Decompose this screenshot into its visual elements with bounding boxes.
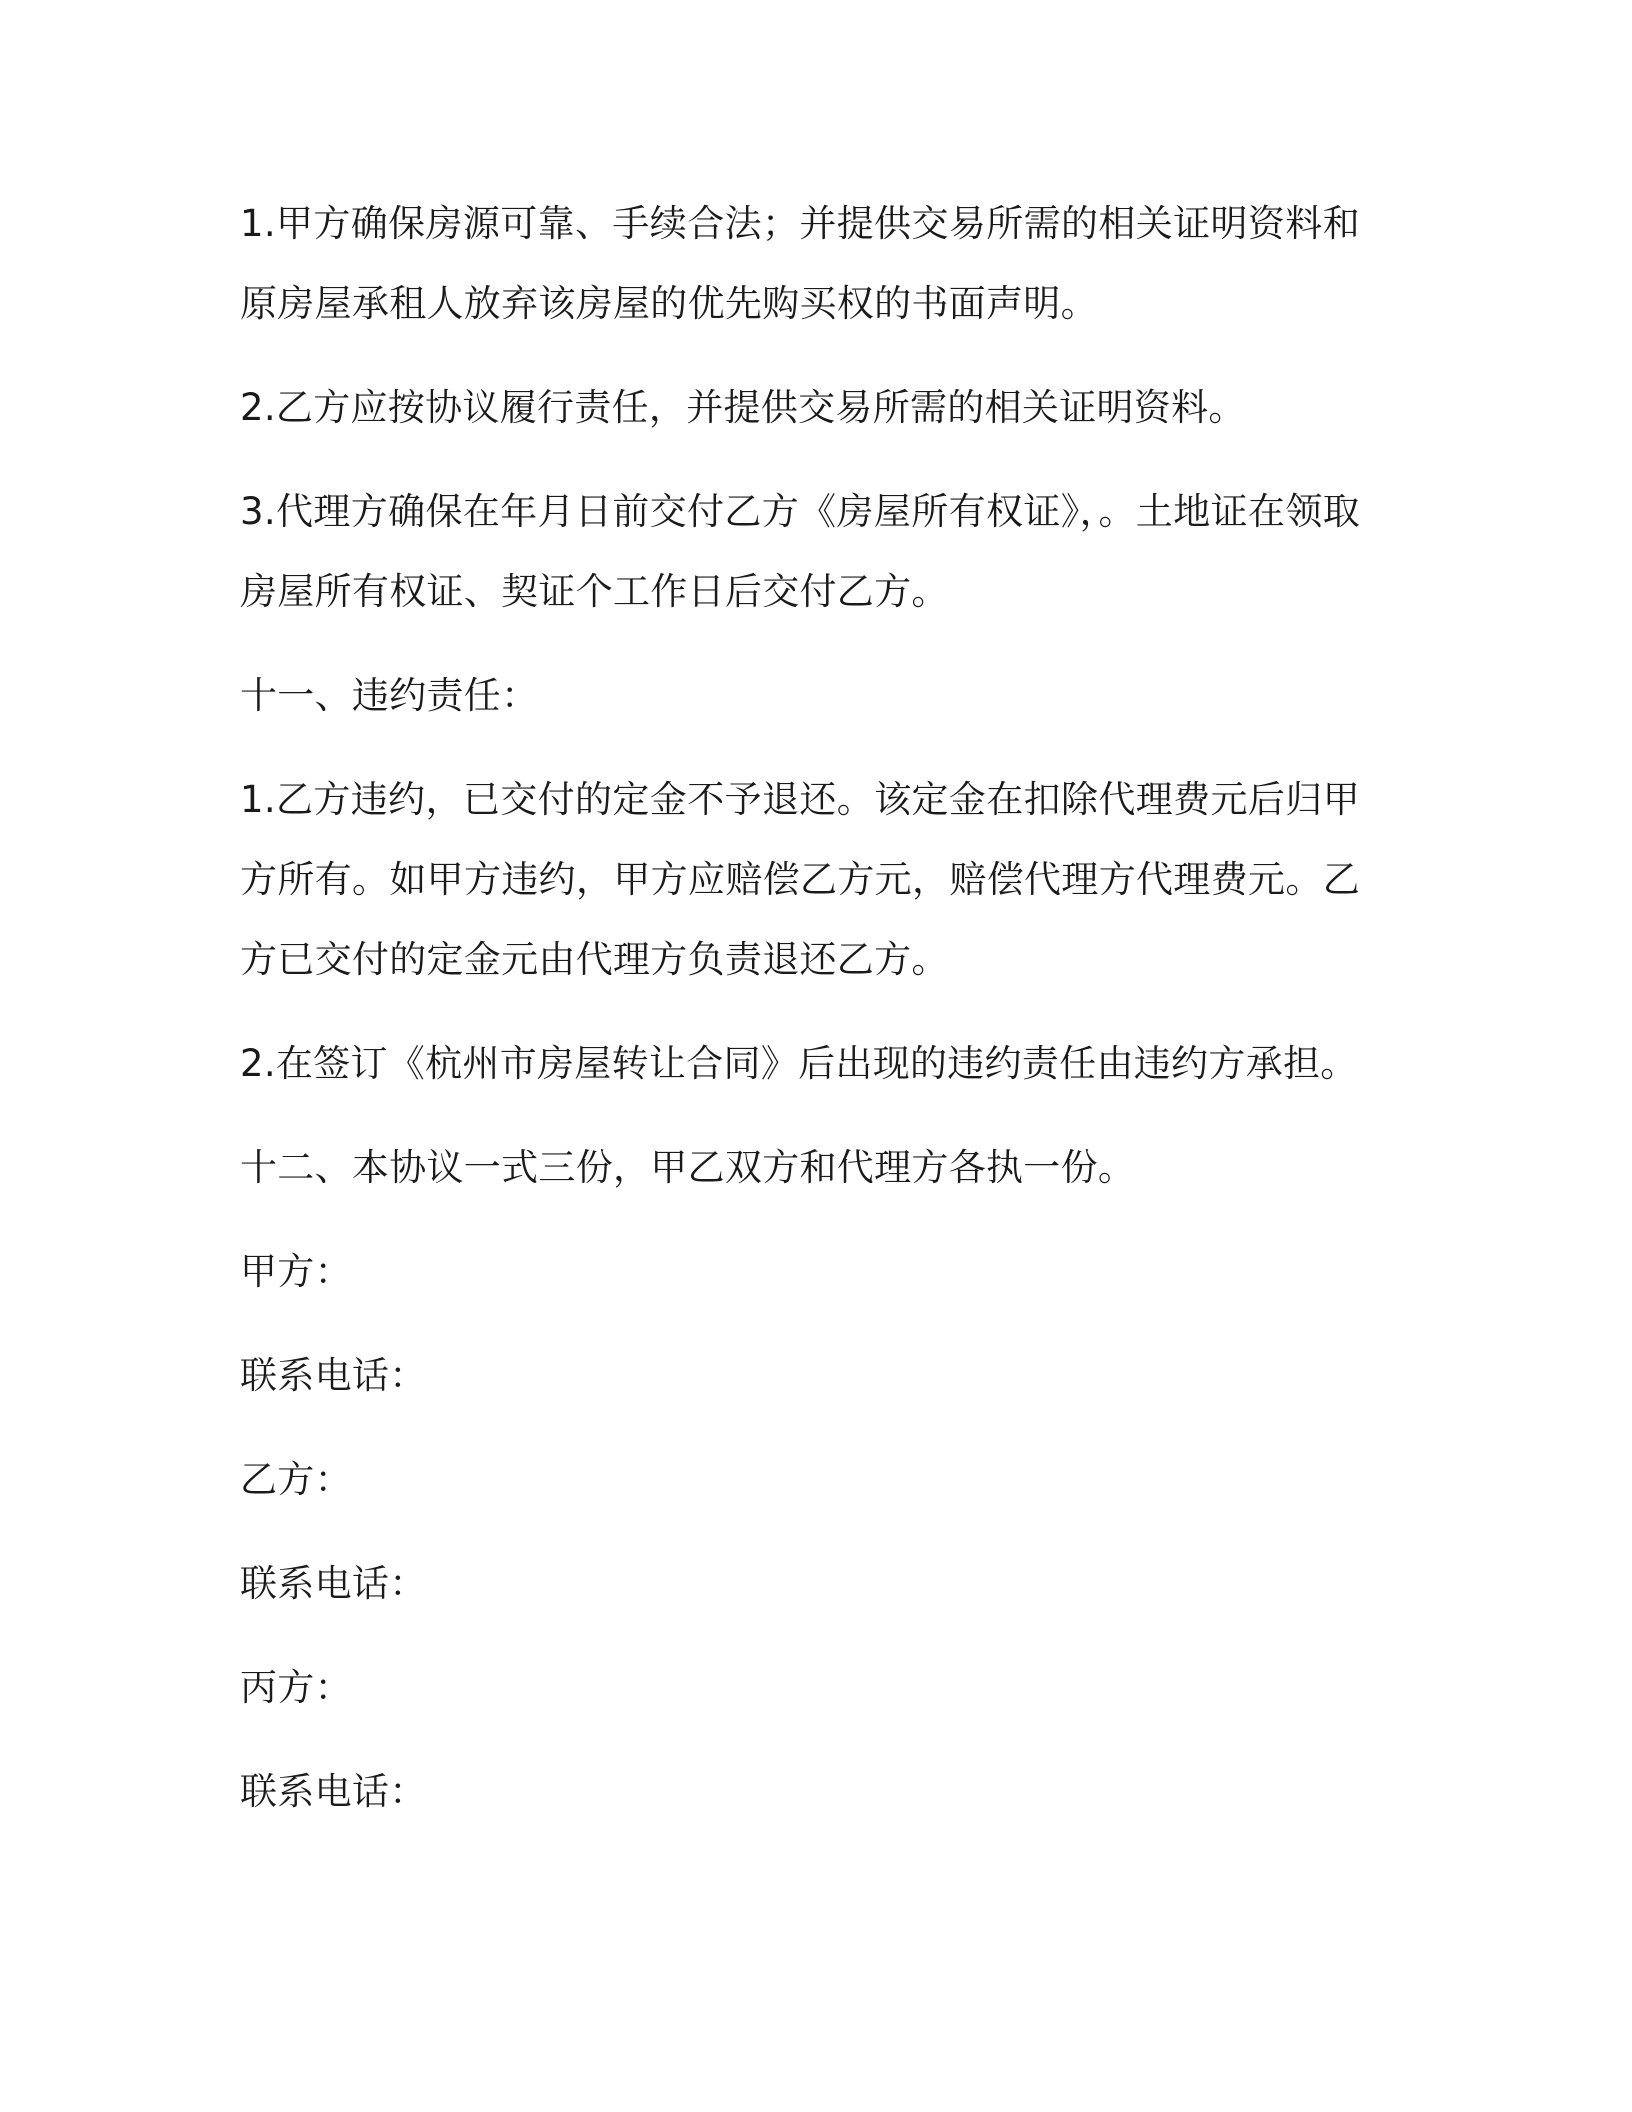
section-heading-breach: 十一、违约责任： [240,674,539,717]
clause-3-obligation-agent: 3.代理方确保在年月日前交付乙方《房屋所有权证》，。土地证在领取房屋所有权证、契证个工作日后交付乙方。 [240,490,1360,613]
signature-party-a-phone: 联系电话： [240,1354,427,1397]
signature-party-b: 乙方： [240,1458,352,1501]
clause-2-obligation-party-b: 2.乙方应按协议履行责任，并提供交易所需的相关证明资料。 [240,386,1246,429]
section-copies: 十二、本协议一式三份，甲乙双方和代理方各执一份。 [240,1146,1136,1189]
clause-breach-2: 2.在签订《杭州市房屋转让合同》后出现的违约责任由违约方承担。 [240,1042,1358,1085]
signature-party-c: 丙方： [240,1666,352,1709]
clause-1-obligation-party-a: 1.甲方确保房源可靠、手续合法；并提供交易所需的相关证明资料和原房屋承租人放弃该房屋的优先购买权的书面声明。 [240,202,1360,325]
document-body [240,184,1360,1856]
signature-party-a: 甲方： [240,1250,352,1293]
clause-breach-1: 1.乙方违约，已交付的定金不予退还。该定金在扣除代理费元后归甲方所有。如甲方违约，甲方应赔偿乙方元，赔偿代理方代理费元。乙方已交付的定金元由代理方负责退还乙方。 [240,778,1360,981]
signature-party-b-phone: 联系电话： [240,1562,427,1605]
signature-party-c-phone: 联系电话： [240,1770,427,1813]
